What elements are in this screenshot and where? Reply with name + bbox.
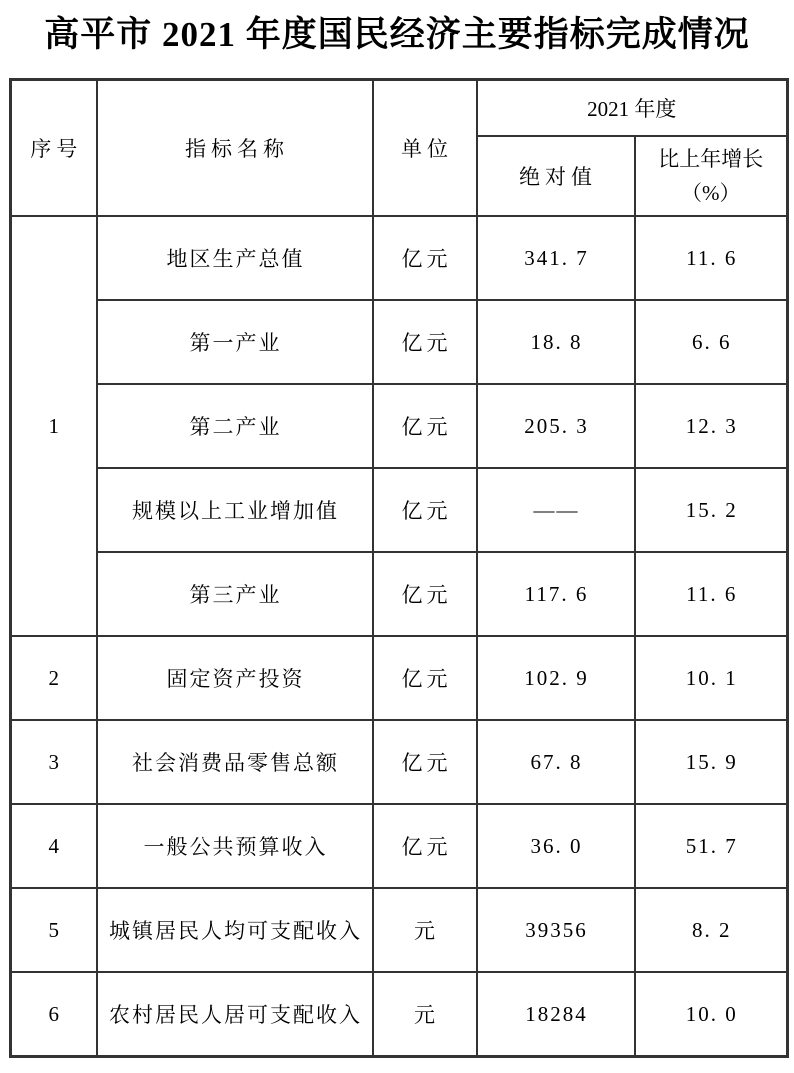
table-row [11, 972, 788, 1056]
serial-cell: 2 [11, 636, 97, 720]
growth-cell: 11. 6 [635, 216, 788, 300]
absolute-value-cell: 67. 8 [477, 720, 635, 804]
growth-cell: 11. 6 [635, 552, 788, 636]
serial-cell: 4 [11, 804, 97, 888]
header-serial: 序号 [11, 79, 97, 216]
header-indicator-name: 指标名称 [97, 79, 373, 216]
growth-cell: 8. 2 [635, 888, 788, 972]
table-row [11, 468, 788, 552]
header-growth-line1: 比上年增长 [658, 147, 764, 172]
growth-cell: 6. 6 [635, 300, 788, 384]
absolute-value-cell: 18284 [477, 972, 635, 1056]
absolute-value-cell: 102. 9 [477, 636, 635, 720]
absolute-value-cell: 39356 [477, 888, 635, 972]
unit-cell: 元 [373, 888, 477, 972]
indicator-cell: 固定资产投资 [97, 636, 373, 720]
absolute-value-cell: 117. 6 [477, 552, 635, 636]
table-row [11, 804, 788, 888]
unit-cell: 亿元 [373, 384, 477, 468]
table-row [11, 720, 788, 804]
indicator-cell: 第一产业 [97, 300, 373, 384]
growth-cell: 15. 9 [635, 720, 788, 804]
unit-cell: 亿元 [373, 720, 477, 804]
unit-cell: 亿元 [373, 804, 477, 888]
table-row [11, 384, 788, 468]
serial-cell: 3 [11, 720, 97, 804]
indicator-cell: 城镇居民人均可支配收入 [97, 888, 373, 972]
serial-cell: 6 [11, 972, 97, 1056]
header-year-group: 2021 年度 [477, 79, 788, 136]
unit-cell: 亿元 [373, 300, 477, 384]
header-unit: 单位 [373, 79, 477, 216]
header-absolute-value: 绝对值 [477, 136, 635, 216]
indicator-cell: 规模以上工业增加值 [97, 468, 373, 552]
indicator-cell: 农村居民人居可支配收入 [97, 972, 373, 1056]
growth-cell: 10. 1 [635, 636, 788, 720]
indicators-table [9, 78, 789, 1058]
unit-cell: 元 [373, 972, 477, 1056]
unit-cell: 亿元 [373, 216, 477, 300]
unit-cell: 亿元 [373, 552, 477, 636]
table-row [11, 552, 788, 636]
page-title: 高平市 2021 年度国民经济主要指标完成情况 [44, 15, 750, 54]
absolute-value-cell: —— [477, 468, 635, 552]
growth-cell: 12. 3 [635, 384, 788, 468]
table-row [11, 636, 788, 720]
header-growth [635, 136, 788, 216]
growth-cell: 10. 0 [635, 972, 788, 1056]
table-row [11, 300, 788, 384]
indicator-cell: 地区生产总值 [97, 216, 373, 300]
table-row [11, 216, 788, 300]
growth-cell: 51. 7 [635, 804, 788, 888]
absolute-value-cell: 205. 3 [477, 384, 635, 468]
indicator-cell: 第三产业 [97, 552, 373, 636]
header-growth-line2: （%） [681, 181, 741, 206]
serial-cell: 5 [11, 888, 97, 972]
unit-cell: 亿元 [373, 468, 477, 552]
growth-cell: 15. 2 [635, 468, 788, 552]
absolute-value-cell: 18. 8 [477, 300, 635, 384]
serial-cell: 1 [11, 216, 97, 636]
indicator-cell: 第二产业 [97, 384, 373, 468]
indicator-cell: 社会消费品零售总额 [97, 720, 373, 804]
indicator-cell: 一般公共预算收入 [97, 804, 373, 888]
absolute-value-cell: 341. 7 [477, 216, 635, 300]
unit-cell: 亿元 [373, 636, 477, 720]
header-row-top [11, 79, 788, 136]
absolute-value-cell: 36. 0 [477, 804, 635, 888]
table-row [11, 888, 788, 972]
